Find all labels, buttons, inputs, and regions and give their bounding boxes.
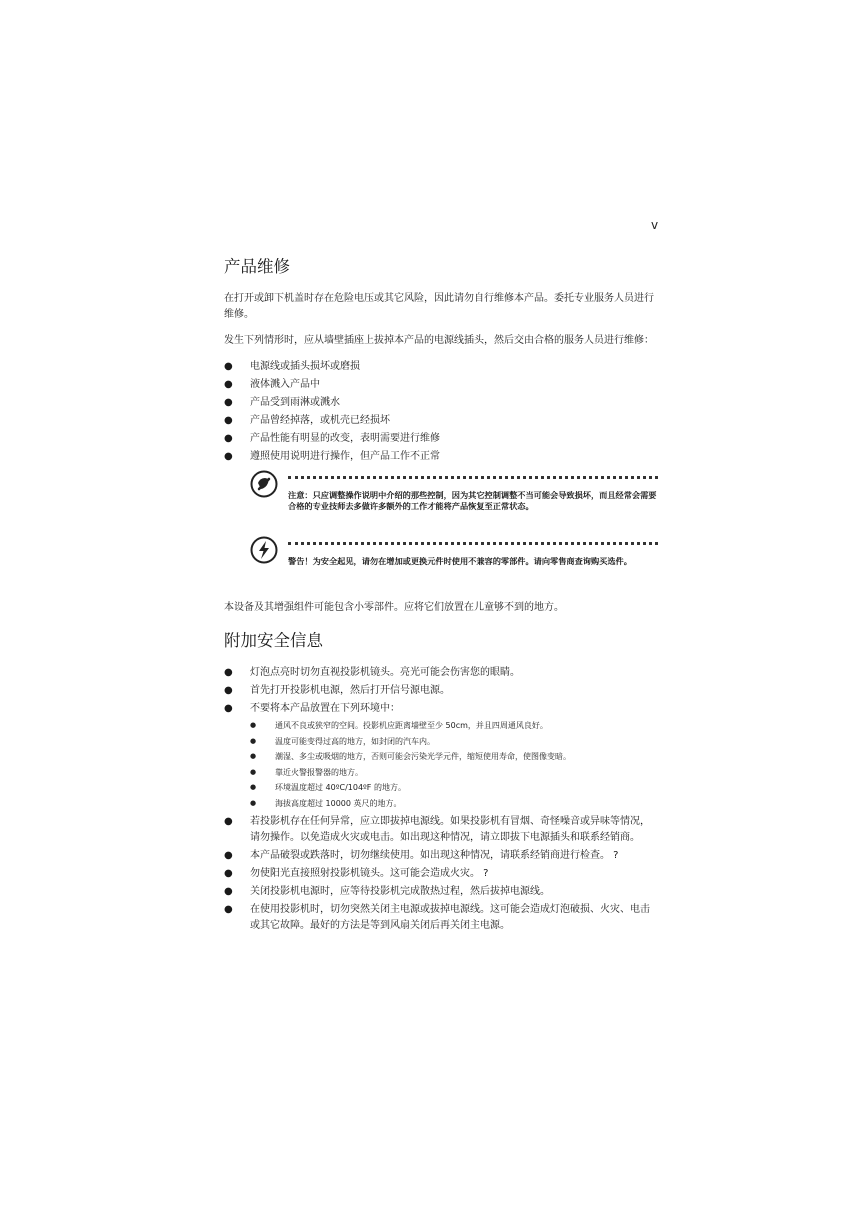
list-item: ● 灯泡点亮时切勿直视投影机镜头。亮光可能会伤害您的眼睛。: [224, 667, 520, 678]
sub-bullet-list: [250, 718, 658, 811]
list-item: ● 产品受到雨淋或溅水: [224, 397, 340, 408]
paragraph: 发生下列情形时，应从墙壁插座上拔掉本产品的电源线插头，然后交由合格的服务人员进行维修：: [224, 335, 654, 346]
list-item: ● 若投影机存在任何异常，应立即拔掉电源线。如果投影机有冒烟、奇怪噪音或异味等情况，请勿操作。以免造成火灾或电击。如出现这种情况，请立即拔下电源插头和联系经销商。: [224, 816, 650, 843]
paragraph: 在打开或卸下机盖时存在危险电压或其它风险，因此请勿自行维修本产品。委托专业服务人员进行维修。: [224, 293, 654, 320]
sub-list-item: ● 环境温度超过 40ºC/104ºF 的地方。: [250, 783, 406, 792]
warning-text: 警告！为安全起见，请勿在增加或更换元件时使用不兼容的零部件。请向零售商查询购买选件。: [288, 556, 632, 566]
note-box: [250, 470, 658, 526]
sub-list-item: ● 靠近火警报警器的地方。: [250, 767, 363, 777]
sub-list-item: ● 温度可能变得过高的地方，如封闭的汽车内。: [250, 736, 435, 746]
list-item: ● 本产品破裂或跌落时，切勿继续使用。如出现这种情况，请联系经销商进行检查。 ?: [224, 850, 619, 861]
warning-lightning-icon: [250, 536, 278, 564]
list-item: ● 不要将本产品放置在下列环境中： ● 通风不良或狭窄的空间。投影机应距离墙壁至少 50cm，并且四周通风良好。 ● 温度可能变得过高的地方，如封闭的汽车内。 ● 潮湿、多尘或吸烟的地方，否则可能会污染光学元件，缩短使用寿命，使图像变暗。 ● 靠近火警报警器的地方。 ● 环境温度超过 40ºC/104ºF 的地方。 ● 海拔高度超过 10000 英尺的地方。: [224, 701, 658, 811]
bullet-list: [224, 359, 658, 465]
section-title-additional-safety: 附加安全信息: [224, 631, 323, 650]
list-item: ● 液体溅入产品中: [224, 379, 320, 390]
note-hand-icon: [250, 470, 278, 498]
list-item: ● 产品性能有明显的改变，表明需要进行维修: [224, 433, 440, 444]
list-item: ● 在使用投影机时，切勿突然关闭主电源或拔掉电源线。这可能会造成灯泡破损、火灾、电击或其它故障。最好的方法是等到风扇关闭后再关闭主电源。: [224, 904, 650, 931]
list-item: ● 产品曾经掉落，或机壳已经损坏: [224, 415, 390, 426]
bullet-list: [224, 665, 658, 934]
list-item: ● 遵照使用说明进行操作，但产品工作不正常: [224, 451, 440, 462]
list-item: ● 关闭投影机电源时，应等待投影机完成散热过程，然后拔掉电源线。: [224, 886, 550, 897]
list-item: ● 勿使阳光直接照射投影机镜头。这可能会造成火灾。 ?: [224, 868, 489, 879]
sub-list-item: ● 潮湿、多尘或吸烟的地方，否则可能会污染光学元件，缩短使用寿命，使图像变暗。: [250, 752, 571, 761]
sub-list-item: ● 海拔高度超过 10000 英尺的地方。: [250, 798, 402, 808]
paragraph: 本设备及其增强组件可能包含小零部件。应将它们放置在儿童够不到的地方。: [224, 602, 564, 613]
dotted-rule: [288, 542, 658, 545]
section-title-product-service: 产品维修: [224, 257, 290, 276]
page-number: v: [651, 218, 659, 232]
list-item: ● 电源线或插头损坏或磨损: [224, 361, 360, 372]
note-text: 注意：只应调整操作说明中介绍的那些控制，因为其它控制调整不当可能会导致损坏，而且经常会需要合格的专业技师去多做许多额外的工作才能将产品恢复至正常状态。: [288, 490, 657, 511]
sub-list-item: ● 通风不良或狭窄的空间。投影机应距离墙壁至少 50cm，并且四周通风良好。: [250, 721, 548, 730]
list-item: ● 首先打开投影机电源，然后打开信号源电源。: [224, 685, 450, 696]
document-body: [224, 256, 658, 936]
dotted-rule: [288, 476, 658, 479]
warning-box: [250, 536, 658, 592]
